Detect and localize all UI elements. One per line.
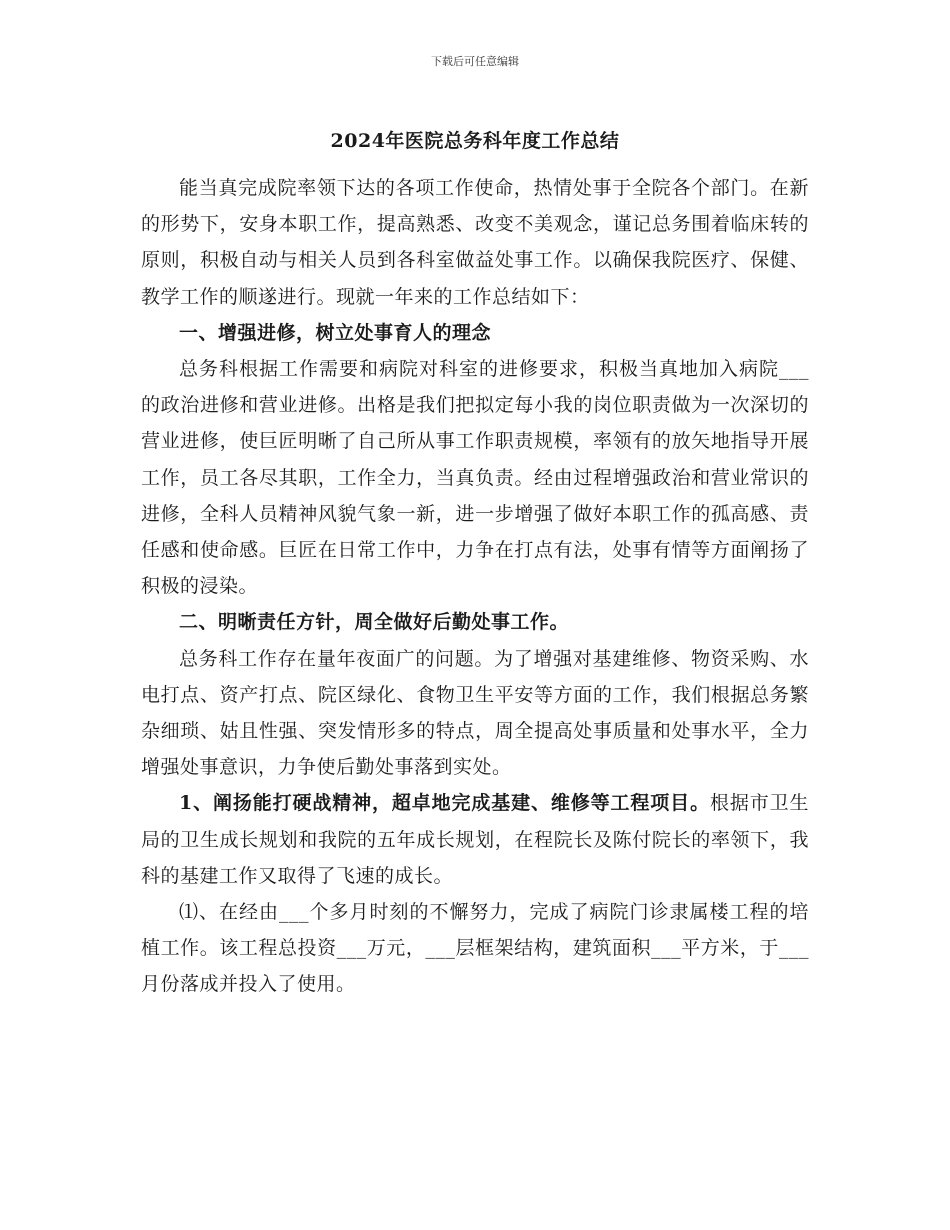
subitem-1-paragraph: ⑴、在经由___个多月时刻的不懈努力，完成了病院门诊隶属楼工程的培植工作。该工程总投资___万元，___层框架结构，建筑面积___平方米，于___月份落成并投入了使用。 xyxy=(141,901,809,996)
section-heading-1: 一、增强进修，树立处事育人的理念 xyxy=(179,321,492,344)
intro-paragraph: 能当真完成院率领下达的各项工作使命，热情处事于全院各个部门。在新的形势下，安身本职工作，提高熟悉、改变不美观念，谨记总务围着临床转的原则，积极自动与相关人员到各科室做益处事工作。以确保我院医疗、保健、教学工作的顺遂进行。现就一年来的工作总结如下： xyxy=(141,177,809,308)
header-note: 下载后可任意编辑 xyxy=(431,55,519,68)
item-1-bold-lead: 1、阐扬能打硬战精神，超卓地完成基建、维修等工程项目。 xyxy=(179,792,710,815)
item-1-lead-tail: 根据 xyxy=(709,792,750,815)
item-1-paragraph xyxy=(141,785,809,894)
section-heading-2: 二、明晰责任方针，周全做好后勤处事工作。 xyxy=(179,611,570,634)
section-2-paragraph: 总务科工作存在量年夜面广的问题。为了增强对基建维修、物资采购、水电打点、资产打点、院区绿化、食物卫生平安等方面的工作，我们根据总务繁杂细琐、姑且性强、突发情形多的特点，周全提高处事质量和处事水平，全力增强处事意识，力争使后勤处事落到实处。 xyxy=(141,647,809,779)
document-body xyxy=(141,170,809,1003)
item-1-text: 市卫生局的卫生成长规划和我院的五年成长规划，在程院长及陈付院长的率领下，我科的基建工作又取得了飞速的成长。 xyxy=(141,792,809,887)
section-1-paragraph: 总务科根据工作需要和病院对科室的进修要求，积极当真地加入病院___的政治进修和营业进修。出格是我们把拟定每小我的岗位职责做为一次深切的营业进修，使巨匠明晰了自己所从事工作职责规模，率领有的放矢地指导开展工作，员工各尽其职，工作全力，当真负责。经由过程增强政治和营业常识的进修，全科人员精神风貌气象一新，进一步增强了做好本职工作的孤高感、责任感和使命感。巨匠在日常工作中，力争在打点有法，处事有情等方面阐扬了积极的浸染。 xyxy=(141,358,809,598)
document-title: 2024年医院总务科年度工作总结 xyxy=(330,130,620,152)
